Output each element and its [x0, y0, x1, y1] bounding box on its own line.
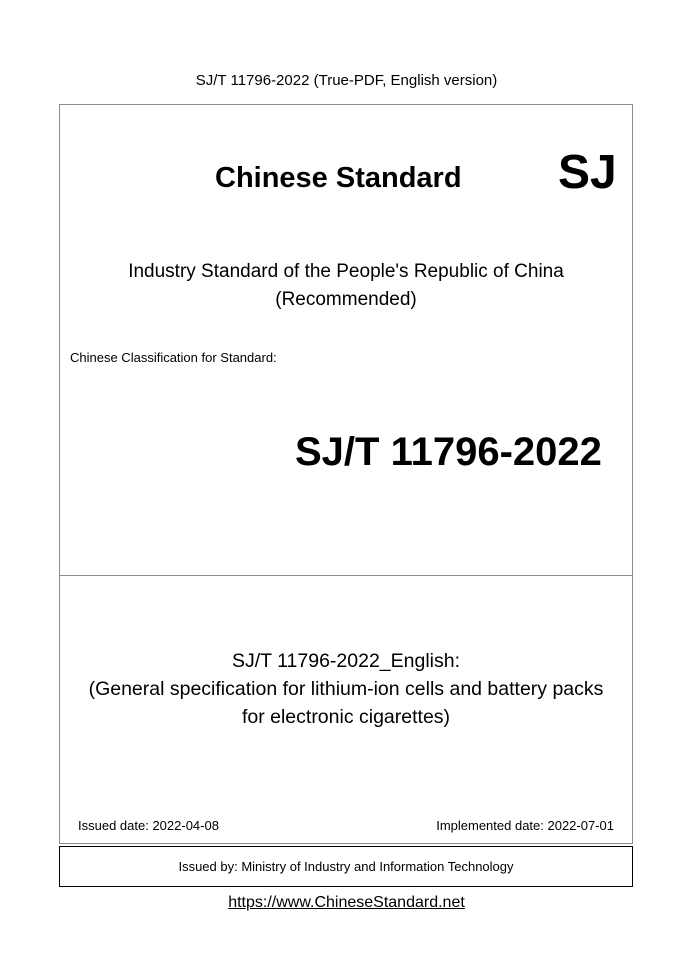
standard-subtitle [60, 258, 632, 314]
cover-frame [59, 104, 633, 844]
section-divider [60, 575, 632, 576]
standard-number: SJ/T 11796-2022 [295, 430, 602, 474]
issuer-box [59, 846, 633, 887]
english-title [60, 647, 632, 731]
issuer-text: Issued by: Ministry of Industry and Information Technology [178, 859, 514, 874]
english-title-line-2: (General specification for lithium-ion cells and battery packs [88, 678, 604, 700]
english-title-line-3: for electronic cigarettes) [241, 706, 451, 728]
implemented-date: Implemented date: 2022-07-01 [436, 818, 614, 833]
footer-website-link[interactable]: https://www.ChineseStandard.net [228, 894, 465, 911]
doc-type-title: Chinese Standard [215, 162, 462, 194]
standard-code-mark: SJ [558, 146, 617, 199]
page-header: SJ/T 11796-2022 (True-PDF, English version) [195, 72, 498, 89]
classification-label: Chinese Classification for Standard: [70, 350, 277, 365]
subtitle-line-1: Industry Standard of the People's Republic of China [128, 261, 564, 282]
issued-date: Issued date: 2022-04-08 [78, 818, 219, 833]
subtitle-line-2: (Recommended) [275, 289, 417, 310]
english-title-line-1: SJ/T 11796-2022_English: [231, 650, 461, 672]
